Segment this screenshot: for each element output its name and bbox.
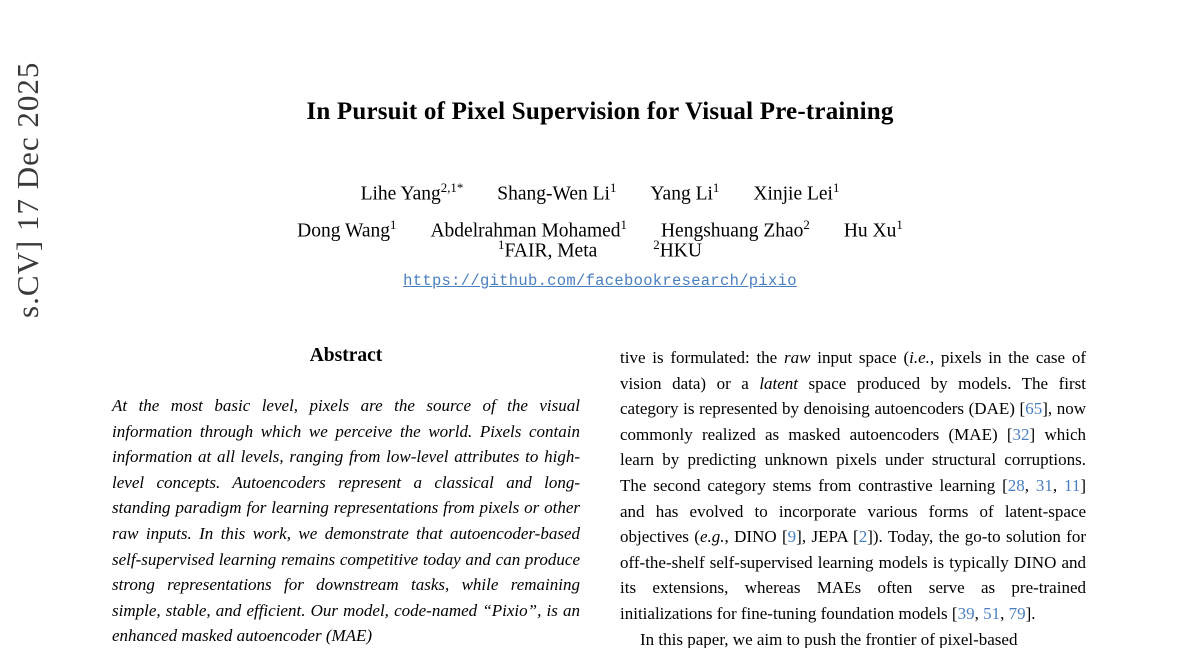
page-title: In Pursuit of Pixel Supervision for Visual Pre-training: [306, 98, 894, 125]
author-name: Shang-Wen Li$^1$: [497, 181, 617, 205]
abstract-heading: Abstract: [309, 345, 383, 366]
citation-ref[interactable]: 28: [1007, 475, 1025, 495]
author-name: Xinjie Lei$^1$: [753, 181, 840, 205]
body-column-right: [620, 345, 1086, 648]
author-name: Dong Wang$^1$: [297, 217, 397, 241]
arxiv-stamp: s.CV] 17 Dec 2025: [10, 61, 45, 318]
emphasis-text: e.g.: [699, 527, 725, 547]
affiliation-item: $^1$FAIR, Meta: [498, 238, 598, 262]
author-affiliation-marker: 1: [832, 181, 840, 195]
abstract-text: At the most basic level, pixels are the source of the visual information through which we perceive the world. Pixels contain information at all levels, ranging from low-level attributes to high-level concepts. Autoencoders represent a classical and long-standing paradigm for learning representations from pixels or other raw inputs. In this work, we demonstrate that autoencoder-based self-supervised learning remains competitive today and can produce strong representations for downstream tasks, while remaining simple, stable, and efficient. Our model, code-named “Pixio”, is an enhanced masked autoencoder (MAE): [112, 396, 580, 646]
author-name: Abdelrahman Mohamed$^1$: [430, 217, 627, 241]
author-affiliation-marker: 1: [609, 181, 617, 195]
affiliation-marker: 1: [498, 238, 505, 252]
citation-ref[interactable]: 11: [1063, 475, 1081, 495]
citation-ref[interactable]: 32: [1012, 424, 1030, 444]
citation-ref[interactable]: 39: [957, 603, 975, 623]
citation-ref[interactable]: 79: [1008, 603, 1026, 623]
emphasis-text: latent: [759, 373, 799, 393]
body-paragraph-2: In this paper, we aim to push the frontier of pixel-based: [640, 629, 1018, 648]
body-paragraph-1: tive is formulated: the raw input space (i.e., pixels in the case of vision data) or a latent space produced by models. The first category is represented by denoising autoencoders (DAE) [65], now commonly realized as masked autoencoders (MAE) [32] which learn by predicting unknown pixels under structural corruptions. The second category stems from contrastive learning [28, 31, 11] and has evolved to incorporate various forms of latent-space objectives (e.g., DINO [9], JEPA [2]). Today, the go-to solution for off-the-shelf self-supervised learning models is typically DINO and its extensions, whereas MAEs often serve as pre-trained initializations for fine-tuning foundation models [39, 51, 79].: [620, 348, 1087, 623]
citation-ref[interactable]: 9: [787, 527, 797, 547]
author-affiliation-marker: 2,1*: [440, 181, 464, 195]
author-name: Yang Li$^1$: [650, 181, 720, 205]
author-affiliation-marker: 1: [620, 217, 627, 232]
author-name: Hu Xu$^1$: [843, 217, 903, 241]
affiliation-marker: 2: [653, 238, 660, 252]
citation-ref[interactable]: 51: [983, 603, 1001, 623]
author-affiliation-marker: 1: [390, 217, 397, 232]
author-affiliation-marker: 1: [896, 217, 903, 232]
abstract-column: [112, 345, 580, 648]
emphasis-text: raw: [783, 348, 811, 367]
author-affiliation-marker: 2: [803, 217, 810, 232]
citation-ref[interactable]: 65: [1025, 399, 1043, 419]
citation-ref[interactable]: 31: [1035, 475, 1053, 495]
citation-ref[interactable]: 2: [858, 527, 868, 547]
project-url-link[interactable]: https://github.com/facebookresearch/pixio: [403, 272, 797, 290]
author-name: Lihe Yang$^{2,1*}$: [360, 181, 464, 205]
emphasis-text: i.e.: [909, 348, 930, 367]
author-list: [0, 173, 1200, 246]
author-affiliation-marker: 1: [712, 181, 720, 195]
author-name: Hengshuang Zhao$^2$: [660, 217, 810, 241]
affiliation-item: $^2$HKU: [653, 238, 702, 262]
author-row: [0, 173, 1200, 210]
affiliation-list: [0, 238, 1200, 263]
